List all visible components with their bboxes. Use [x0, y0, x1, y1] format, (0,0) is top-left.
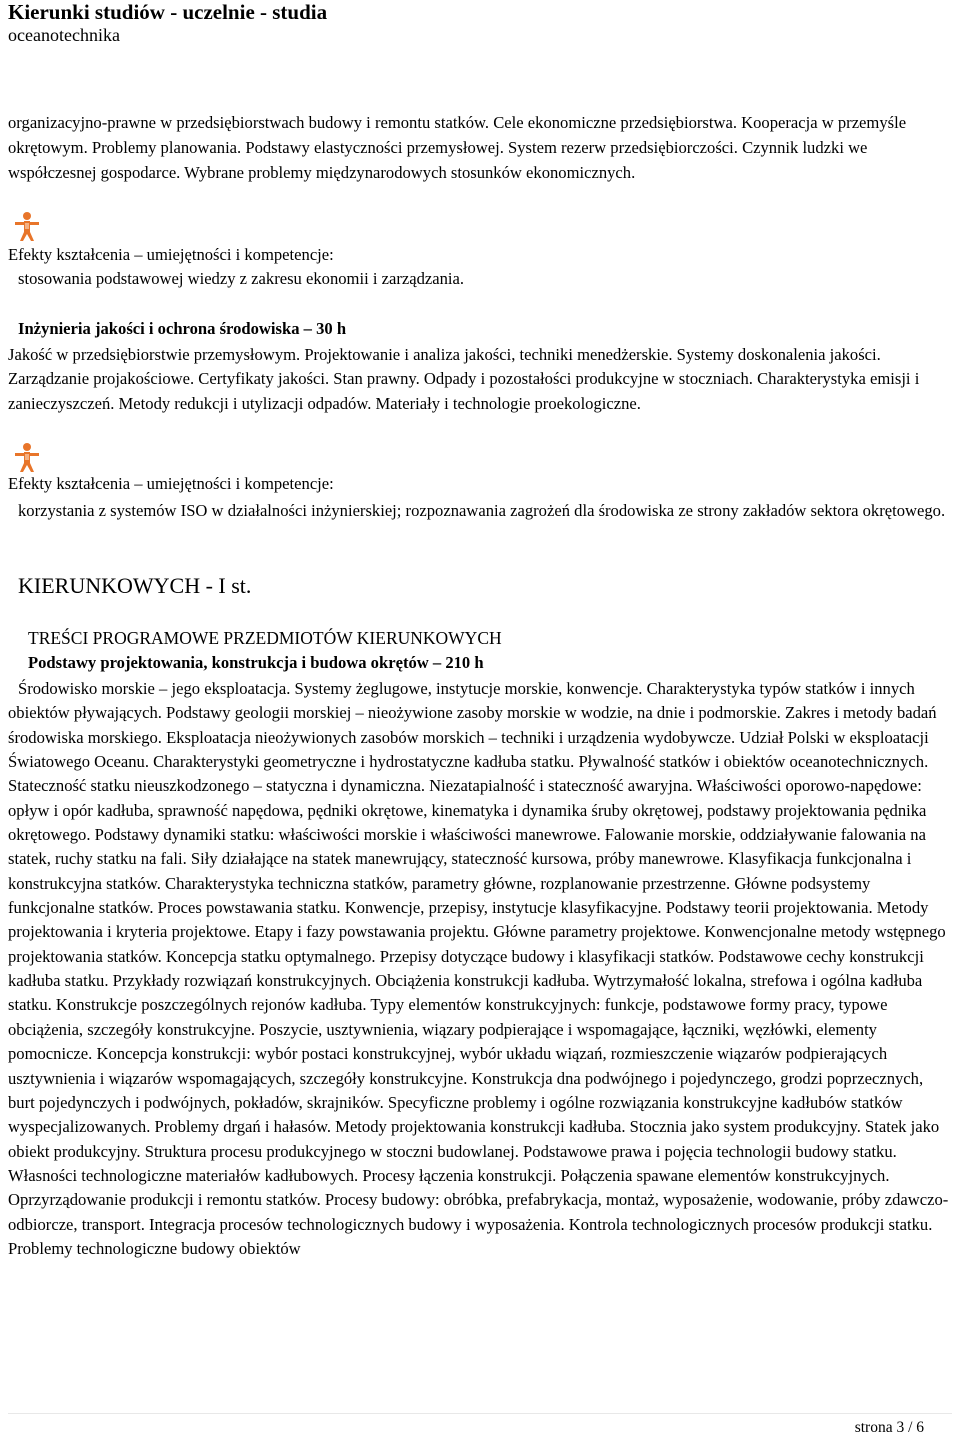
quality-description-text: Jakość w przedsiębiorstwie przemysłowym. Projektowanie i analiza jakości, techniki menedżerskie. Systemy doskonalenia jakości. Zarządzanie projakościowe. Certyfikaty jakości. Stan prawny. Odpady i pozostałości produkcyjne w stoczniach. Charakterystyka emisji i zanieczyszczeń. Metody redukcji i utylizacji odpadów. Materiały i technologie proekologiczne. [8, 345, 920, 413]
footer-divider [8, 1413, 952, 1414]
efekty-label-2: Efekty kształcenia – umiejętności i kompetencje: [8, 474, 334, 493]
efekty-text-1: stosowania podstawowej wiedzy z zakresu ekonomii i zarządzania. [18, 269, 465, 288]
intro-text: organizacyjno-prawne w przedsiębiorstwach budowy i remontu statków. Cele ekonomiczne przedsiębiorstwa. Kooperacja w przemyśle okrętowym. Problemy planowania. Podstawy elastyczności przemysłowej. System rezerw przedsiębiorczości. Czynnik ludzki we współczesnej gospodarce. Wybrane problemy międzynarodowych stosunków ekonomicznych. [8, 113, 907, 182]
person-figure-icon [12, 441, 42, 473]
tresci-heading: TREŚCI PROGRAMOWE PRZEDMIOTÓW KIERUNKOWYCH [28, 628, 502, 648]
efekty-text-2-content: korzystania z systemów ISO w działalności inżynierskiej; rozpoznawania zagrożeń dla środowiska ze strony zakładów sektora okrętowego. [18, 501, 946, 520]
intro-paragraph [8, 111, 952, 185]
subject-description-ship-design [8, 677, 952, 1261]
efekty-label-1: Efekty kształcenia – umiejętności i kompetencje: [8, 245, 334, 264]
subject-title-quality: Inżynieria jakości i ochrona środowiska – 30 h [18, 319, 347, 338]
header-subtitle: oceanotechnika [8, 25, 120, 45]
ship-design-description-text: Środowisko morskie – jego eksploatacja. Systemy żeglugowe, instytucje morskie, konwencje. Charakterystyka typów statków i innych obiektów pływających. Podstawy geologii morskiej – nieożywione zasoby morskie w wodzie, na dnie i podmorskie. Zakres i metody badań środowiska morskiego. Eksploatacja nieożywionych zasobów morskich – techniki i urządzenia wydobywcze. Udział Polski w eksploatacji Światowego Oceanu. Charakterystyki geometryczne i hydrostatyczne kadłuba statku. Pływalność statków i obiektów oceanotechnicznych. Stateczność statku nieuszkodzonego – statyczna i dynamiczna. Niezatapialność i stateczność awaryjna. Właściwości oporowo-napędowe: opływ i opór kadłuba, sprawność napędowa, pędniki okrętowe, kinematyka i dynamika śruby okrętowej, podstawy projektowania pędnika okrętowego. Podstawy dynamiki statku: właściwości morskie i właściwości manewrowe. Falowanie morskie, oddziaływanie falowania na statek, ruchy statku na fali. Siły działające na statek manewrujący, stateczność kursowa, próby manewrowe. Klasyfikacja funkcjonalna i konstrukcyjna statków. Charakterystyka techniczna statków, parametry główne, rozplanowanie przestrzenne. Główne podsystemy funkcjonalne statków. Proces powstawania statku. Konwencje, przepisy, instytucje klasyfikacyjne. Podstawy teorii projektowania. Metody projektowania i kryteria projektowe. Etapy i fazy powstawania projektu. Główne parametry projektowe. Konwencjonalne metody wstępnego projektowania statków. Koncepcja statku optymalnego. Przepisy dotyczące budowy i klasyfikacji statków. Podstawowe cechy konstrukcji kadłuba statku. Przykłady rozwiązań konstrukcyjnych. Obciążenia konstrukcji kadłuba. Wytrzymałość lokalna, strefowa i ogólna kadłuba statku. Konstrukcje poszczególnych rejonów kadłuba. Typy elementów konstrukcyjnych: funkcje, podstawowe formy pracy, typowe obciążenia, szczegóły konstrukcyjne. Poszycie, usztywnienia, wiązary podpierające i wspomagające, łączniki, węzłówki, elementy pomocnicze. Koncepcja konstrukcji: wybór postaci konstrukcyjnej, wybór układu wiązań, rozmieszczenie wiązarów podpierających usztywnienia i wiązarów wspomagających, szczegóły konstrukcyjne. Konstrukcja dna podwójnego i pojedynczego, grodzi poprzecznych, burt pojedynczych i podwójnych, pokładów, skrajników. Specyficzne problemy i ogólne rozwiązania konstrukcyjne kadłubów statków wyspecjalizowanych. Problemy drgań i hałasów. Metody projektowania konstrukcji kadłuba. Stocznia jako system produkcyjny. Statek jako obiekt produkcyjny. Struktura procesu produkcyjnego w stoczni budowlanej. Podstawowe prawa i pojęcia technologii budowy statku. Własności technologiczne materiałów kadłubowych. Procesy łączenia konstrukcji. Połączenia spawane elementów konstrukcyjnych. Oprzyrządowanie produkcji i remontu statków. Procesy budowy: obróbka, prefabrykacja, montaż, wyposażenie, wodowanie, próby zdawczo-odbiorcze, transport. Integracja procesów technologicznych budowy i wyposażenia. Kontrola technologicznych procesów produkcji statku. Problemy technologiczne budowy obiektów [8, 679, 949, 1258]
subject-description-quality [8, 343, 952, 416]
header-title: Kierunki studiów - uczelnie - studia [8, 0, 328, 24]
person-figure-icon [12, 210, 42, 242]
kierunkowych-heading: KIERUNKOWYCH - I st. [18, 573, 252, 598]
subject-title-ship-design: Podstawy projektowania, konstrukcja i budowa okrętów – 210 h [28, 653, 484, 672]
page-number: strona 3 / 6 [854, 1419, 924, 1436]
efekty-text-2 [8, 498, 956, 523]
